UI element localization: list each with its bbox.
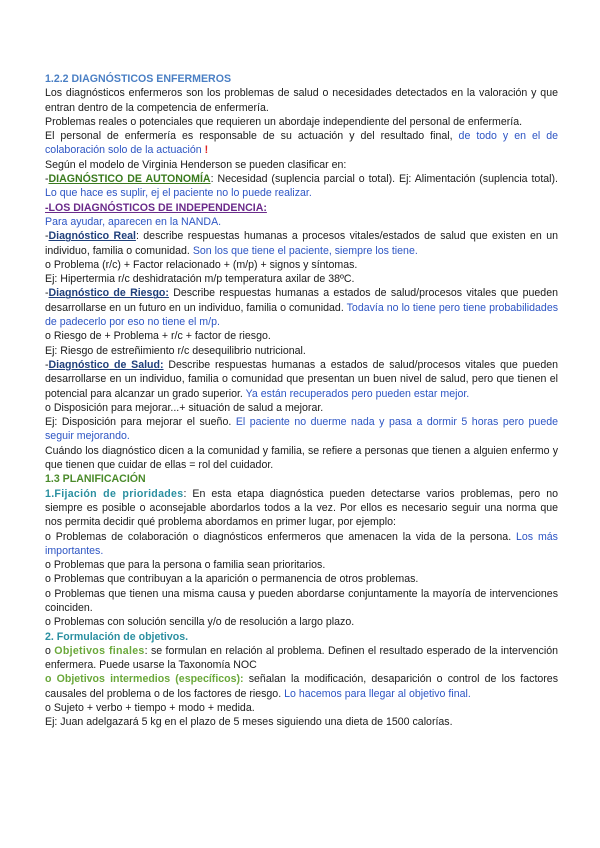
term-objetivos-finales: Objetivos finales bbox=[54, 644, 145, 657]
text: : describe respuestas humanas a procesos vitales/estados de salud que existen en un individuo, familia o comunidad. bbox=[45, 230, 558, 257]
dash: - bbox=[45, 287, 49, 300]
bullet: o bbox=[45, 644, 55, 657]
text: : En esta etapa diagnóstica pueden detectarse varios problemas, pero no siempre es posible o aconsejable abordarlos todos a la vez. Por ellos es necesario seguir una norma que nos permita decidir qué problema abordamos en primer lugar, por ejemplo: bbox=[45, 487, 558, 529]
paragraph-comunidad: Cuándo los diagnóstico dicen a la comunidad y familia, se refiere a personas que tienen a alguien enfermo y que tienen que cuidar de ellas = rol del cuidador. bbox=[45, 444, 558, 472]
text: Ej: Disposición para mejorar el sueño. bbox=[45, 416, 236, 429]
list-item-misma-causa: o Problemas que tienen una misma causa y pueden abordarse conjuntamente la mayoría de intervenciones coinciden. bbox=[45, 587, 558, 614]
list-item-aparicion: o Problemas que contribuyan a la aparición o permanencia de otros problemas. bbox=[45, 573, 419, 586]
list-item-colaboracion bbox=[45, 530, 558, 559]
note-text: Lo que hace es suplir, ej el paciente no lo puede realizar. bbox=[45, 187, 312, 200]
term-autonomia: DIAGNÓSTICO DE AUTONOMÍA bbox=[48, 173, 211, 186]
term-diagnostico-real: Diagnóstico Real bbox=[48, 230, 136, 243]
exclamation-mark: ! bbox=[204, 144, 209, 157]
example-riesgo: Ej: Riesgo de estreñimiento r/c desequilibrio nutricional. bbox=[45, 344, 306, 357]
text: : se formulan en relación al problema. Definen el resultado esperado de la intervención enfermera. Puede usarse la Taxonomía NOC bbox=[45, 644, 558, 672]
note-text: Ya están recuperados pero pueden estar mejor. bbox=[245, 387, 470, 400]
list-item-prioritarios: o Problemas que para la persona o familia sean prioritarios. bbox=[45, 559, 326, 572]
section-heading-1-3: 1.3 PLANIFICACIÓN bbox=[45, 473, 146, 486]
document-page bbox=[45, 72, 558, 730]
dash: - bbox=[45, 230, 49, 243]
note-text: El paciente no duerme nada y pasa a dormir 5 horas pero puede seguir mejorando. bbox=[45, 416, 559, 443]
note-text: de todo y en el de colaboración solo de la actuación bbox=[45, 130, 559, 157]
paragraph-diagnostico-salud bbox=[45, 358, 558, 401]
text: : Necesidad (suplencia parcial o total). Ej: Alimentación (suplencia total). bbox=[210, 173, 558, 186]
paragraph-responsibility bbox=[45, 129, 558, 158]
example-objetivo: Ej: Juan adelgazará 5 kg en el plazo de 5 meses siguiendo una dieta de 1500 calorías. bbox=[45, 716, 453, 729]
paragraph-problems: Problemas reales o potenciales que requieren un abordaje independiente del personal de enfermería. bbox=[45, 115, 523, 128]
paragraph-henderson: Según el modelo de Virginia Henderson se pueden clasificar en: bbox=[45, 158, 347, 171]
formula-real: o Problema (r/c) + Factor relacionado + (m/p) + signos y síntomas. bbox=[45, 258, 358, 271]
note-text: Lo hacemos para llegar al objetivo final. bbox=[284, 687, 471, 700]
section-heading-2: 2. Formulación de objetivos. bbox=[45, 630, 189, 643]
section-heading-1-2-2: 1.2.2 DIAGNÓSTICOS ENFERMEROS bbox=[45, 73, 232, 85]
note-text: Son los que tiene el paciente, siempre los tiene. bbox=[192, 244, 418, 257]
note-text: Los más importantes. bbox=[45, 530, 558, 557]
term-diagnostico-salud: Diagnóstico de Salud: bbox=[48, 358, 164, 371]
note-nanda: Para ayudar, aparecen en la NANDA. bbox=[45, 215, 222, 228]
paragraph-diagnostico-riesgo bbox=[45, 286, 558, 329]
term-prioridades: 1.Fijación de prioridades bbox=[45, 487, 184, 500]
paragraph-definition: Los diagnósticos enfermeros son los problemas de salud o necesidades detectados en la valoración y que entran dentro de la competencia de enfermería. bbox=[45, 87, 558, 114]
term-diagnostico-riesgo: Diagnóstico de Riesgo: bbox=[48, 287, 169, 300]
dash: - bbox=[45, 173, 49, 186]
example-real: Ej: Hipertermia r/c deshidratación m/p temperatura axilar de 38ºC. bbox=[45, 273, 355, 286]
paragraph-objetivos-finales bbox=[45, 644, 558, 673]
text: señalan la modificación, desaparición o control de los factores causales del problema o de los factores de riesgo. bbox=[45, 673, 558, 700]
paragraph-diagnostico-real bbox=[45, 229, 558, 258]
formula-objetivo: o Sujeto + verbo + tiempo + modo + medida. bbox=[45, 702, 255, 715]
list-item-solucion-sencilla: o Problemas con solución sencilla y/o de resolución a largo plazo. bbox=[45, 616, 355, 629]
text: o Problemas de colaboración o diagnósticos enfermeros que amenacen la vida de la persona. bbox=[45, 530, 517, 543]
formula-riesgo: o Riesgo de + Problema + r/c + factor de riesgo. bbox=[45, 330, 271, 343]
note-text: Todavía no lo tiene pero tiene probabilidades de padecerlo por eso no tiene el m/p. bbox=[45, 301, 559, 329]
formula-salud: o Disposición para mejorar...+ situación de salud a mejorar. bbox=[45, 401, 324, 414]
paragraph-objetivos-intermedios bbox=[45, 672, 558, 701]
text: Describe respuestas humanas a estados de salud/procesos vitales que pueden desarrollarse en un futuro en un individuo, familia o comunidad. bbox=[45, 287, 558, 314]
term-objetivos-intermedios: o Objetivos intermedios (específicos): bbox=[45, 673, 244, 686]
heading-independencia: -LOS DIAGNÓSTICOS DE INDEPENDENCIA: bbox=[45, 201, 267, 214]
dash: - bbox=[45, 358, 49, 371]
text: El personal de enfermería es responsable de su actuación y del resultado final, bbox=[45, 130, 459, 143]
paragraph-autonomia bbox=[45, 172, 558, 201]
text: Describe respuestas humanas a estados de salud/procesos vitales que pueden desarrollarse en un individuo, familia o comunidad que presentan un buen nivel de salud, pero que tienen el potencial para alcanzar un grado superior. bbox=[45, 358, 558, 400]
example-salud bbox=[45, 415, 558, 444]
paragraph-prioridades bbox=[45, 487, 558, 530]
